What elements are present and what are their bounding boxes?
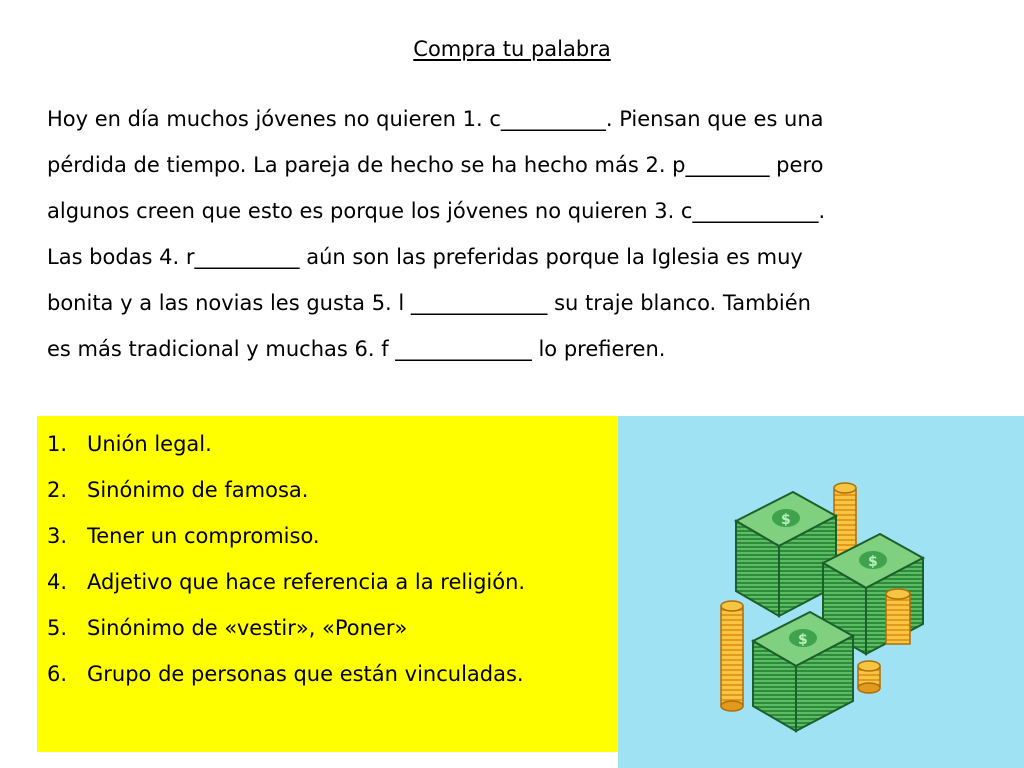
svg-text:$: $ — [781, 512, 791, 528]
passage-line: Hoy en día muchos jóvenes no quieren 1. c__________. Piensan que es una — [47, 107, 824, 131]
coin-stack — [858, 661, 880, 693]
coin-stack — [721, 601, 743, 711]
clue-item — [47, 524, 320, 548]
clue-item — [47, 432, 212, 456]
clue-item — [47, 662, 524, 686]
coin-stack — [886, 589, 910, 644]
money-illustration-panel — [618, 416, 1024, 768]
clue-text: Adjetivo que hace referencia a la religión. — [87, 570, 526, 594]
passage-line: bonita y a las novias les gusta 5. l _____________ su traje blanco. También — [47, 291, 811, 315]
passage-line: Las bodas 4. r__________ aún son las preferidas porque la Iglesia es muy — [47, 245, 803, 269]
clue-number: 2. — [47, 478, 68, 502]
svg-text:$: $ — [868, 554, 878, 570]
clue-text: Grupo de personas que están vinculadas. — [87, 662, 524, 686]
clue-number: 3. — [47, 524, 68, 548]
clue-item — [47, 478, 308, 502]
clue-number: 4. — [47, 570, 68, 594]
clue-text: Unión legal. — [87, 432, 212, 456]
svg-text:$: $ — [798, 632, 808, 648]
money-stacks-and-coins-icon — [618, 416, 1024, 768]
page-title: Compra tu palabra — [413, 37, 611, 61]
bill-stack — [736, 492, 836, 616]
clue-item — [47, 616, 407, 640]
cloze-passage — [47, 96, 987, 372]
clue-item — [47, 570, 525, 594]
passage-line: algunos creen que esto es porque los jóvenes no quieren 3. c____________. — [47, 199, 826, 223]
clue-text: Tener un compromiso. — [87, 524, 320, 548]
clue-text: Sinónimo de «vestir», «Poner» — [87, 616, 408, 640]
clue-number: 5. — [47, 616, 68, 640]
bill-stack — [753, 612, 853, 731]
passage-line: es más tradicional y muchas 6. f _____________ lo prefieren. — [47, 337, 666, 361]
passage-line: pérdida de tiempo. La pareja de hecho se ha hecho más 2. p________ pero — [47, 153, 824, 177]
clue-number: 1. — [47, 432, 68, 456]
clues-panel — [37, 416, 618, 752]
clue-number: 6. — [47, 662, 68, 686]
clue-text: Sinónimo de famosa. — [87, 478, 309, 502]
